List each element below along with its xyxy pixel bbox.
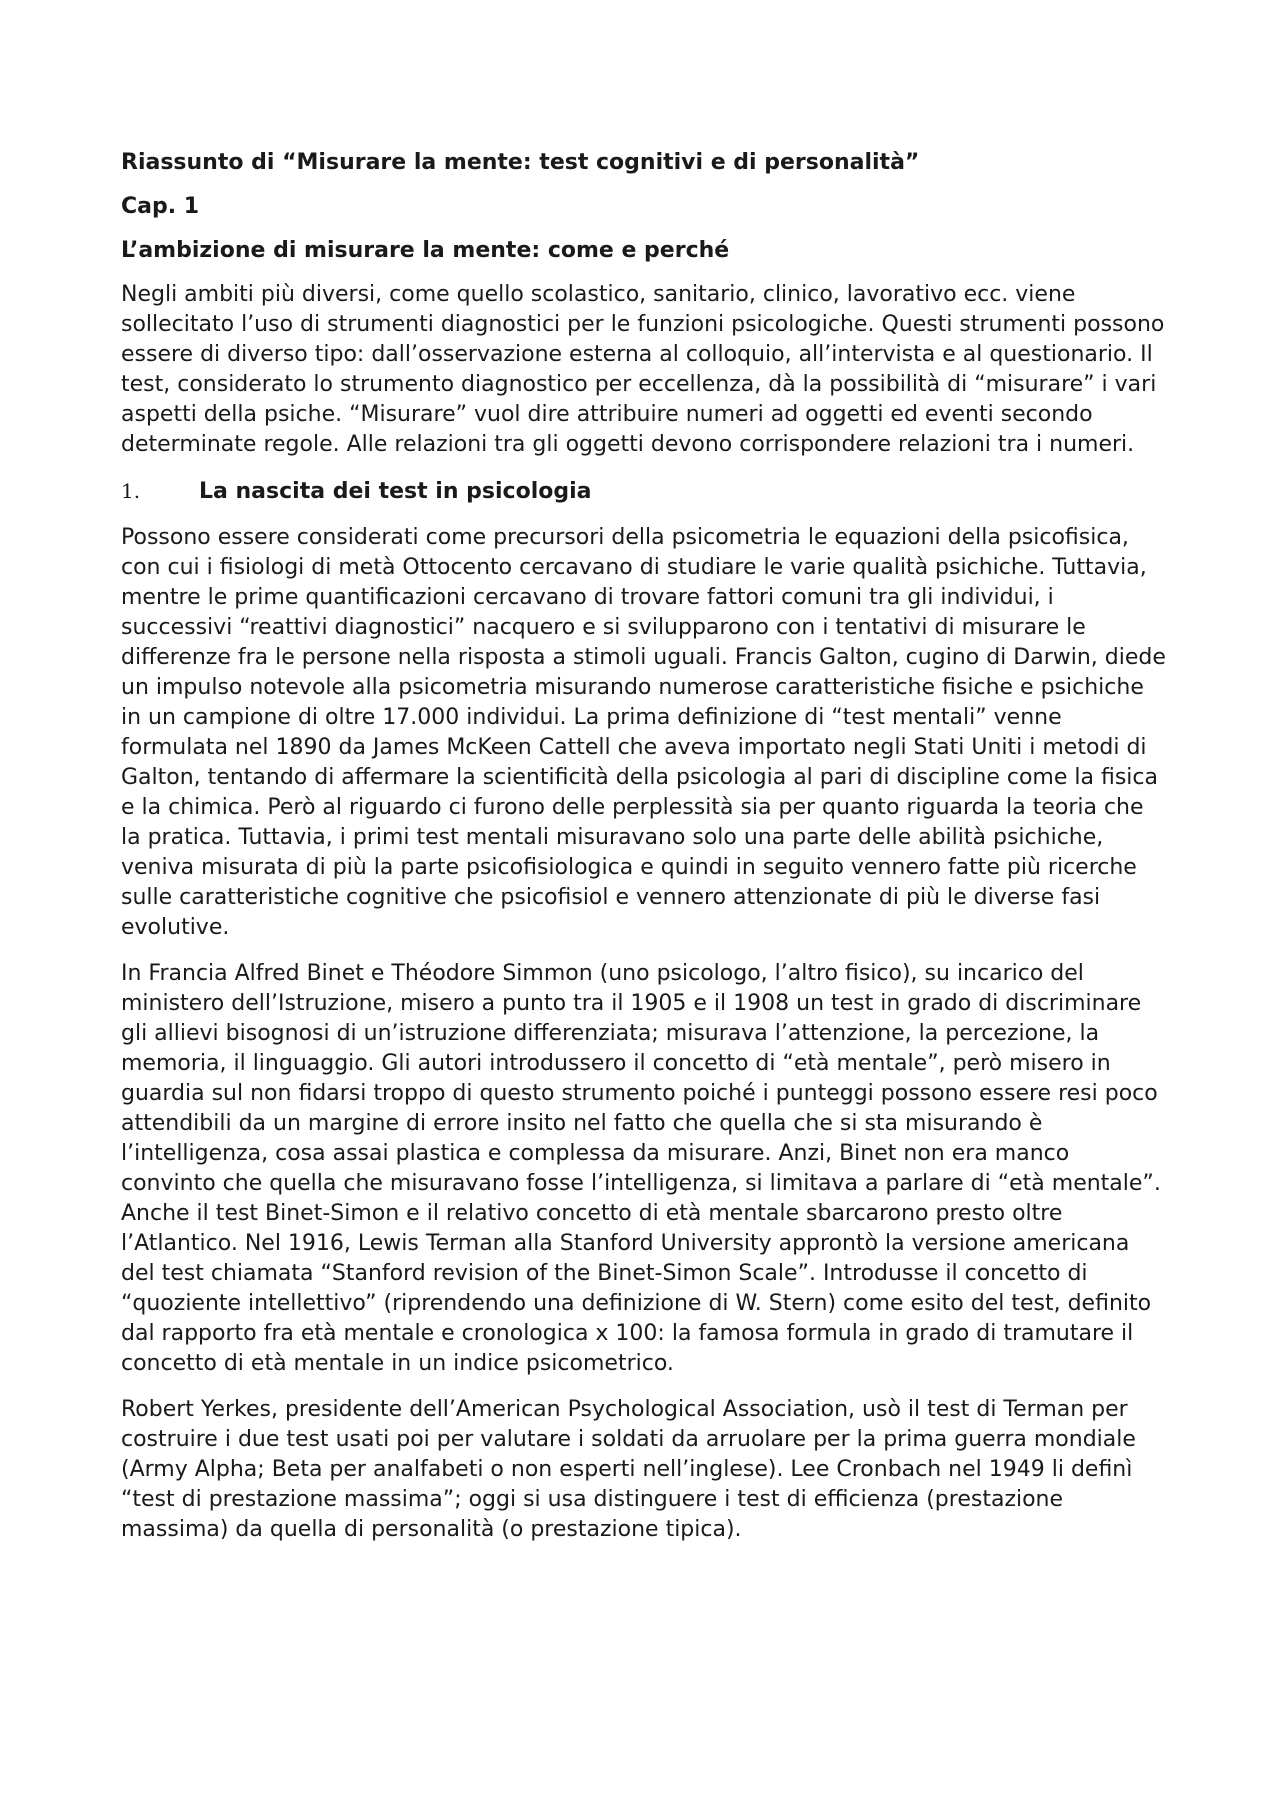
chapter-title: L’ambizione di misurare la mente: come e perché <box>121 238 730 263</box>
document-page <box>121 148 1166 1561</box>
body-paragraph: Robert Yerkes, presidente dell’American Psychological Association, usò il test di Terman per costruire i due test usati poi per valutare i soldati da arruolare per la prima guerra mondiale (Army Alpha; Beta per analfabeti o non esperti nell’inglese). Lee Cronbach nel 1949 li definì “test di prestazione massima”; oggi si usa distinguere i test di efficienza (prestazione massima) da quella di personalità (o prestazione tipica). <box>121 1397 1136 1542</box>
body-paragraph: Possono essere considerati come precursori della psicometria le equazioni della psicofisica, con cui i fisiologi di metà Ottocento cercavano di studiare le varie qualità psichiche. Tuttavia, mentre le prime quantificazioni cercavano di trovare fattori comuni tra gli individui, i successivi “reattivi diagnostici” nacquero e si svilupparono con i tentativi di misurare le differenze fra le persone nella risposta a stimoli uguali. Francis Galton, cugino di Darwin, diede un impulso notevole alla psicometria misurando numerose caratteristiche fisiche e psichiche in un campione di oltre 17.000 individui. La prima definizione di “test mentali” venne formulata nel 1890 da James McKeen Cattell che aveva importato negli Stati Uniti i metodi di Galton, tentando di affermare la scientificità della psicologia al pari di discipline come la fisica e la chimica. Però al riguardo ci furono delle perplessità sia per quanto riguarda la teoria che la pratica. Tuttavia, i primi test mentali misuravano solo una parte delle abilità psichiche, veniva misurata di più la parte psicofisiologica e quindi in seguito vennero fatte più ricerche sulle caratteristiche cognitive che psicofisiol e vennero attenzionate di più le diverse fasi evolutive. <box>121 525 1166 940</box>
chapter-number: Cap. 1 <box>121 194 200 219</box>
section-number: 1. <box>121 479 141 503</box>
section-heading <box>121 476 1166 507</box>
intro-paragraph: Negli ambiti più diversi, come quello scolastico, sanitario, clinico, lavorativo ecc. viene sollecitato l’uso di strumenti diagnostici per le funzioni psicologiche. Questi strumenti possono essere di diverso tipo: dall’osservazione esterna al colloquio, all’intervista e al questionario. Il test, considerato lo strumento diagnostico per eccellenza, dà la possibilità di “misurare” i vari aspetti della psiche. “Misurare” vuol dire attribuire numeri ad oggetti ed eventi secondo determinate regole. Alle relazioni tra gli oggetti devono corrispondere relazioni tra i numeri. <box>121 282 1165 457</box>
document-title: Riassunto di “Misurare la mente: test cognitivi e di personalità” <box>121 150 920 175</box>
section-title: La nascita dei test in psicologia <box>199 479 592 504</box>
body-paragraph: In Francia Alfred Binet e Théodore Simmon (uno psicologo, l’altro fisico), su incarico del ministero dell’Istruzione, misero a punto tra il 1905 e il 1908 un test in grado di discriminare gli allievi bisognosi di un’istruzione differenziata; misurava l’attenzione, la percezione, la memoria, il linguaggio. Gli autori introdussero il concetto di “età mentale”, però misero in guardia sul non fidarsi troppo di questo strumento poiché i punteggi possono essere resi poco attendibili da un margine di errore insito nel fatto che quella che si sta misurando è l’intelligenza, cosa assai plastica e complessa da misurare. Anzi, Binet non era manco convinto che quella che misuravano fosse l’intelligenza, si limitava a parlare di “età mentale”. Anche il test Binet-Simon e il relativo concetto di età mentale sbarcarono presto oltre l’Atlantico. Nel 1916, Lewis Terman alla Stanford University approntò la versione americana del test chiamata “Stanford revision of the Binet-Simon Scale”. Introdusse il concetto di “quoziente intellettivo” (riprendendo una definizione di W. Stern) come esito del test, definito dal rapporto fra età mentale e cronologica x 100: la famosa formula in grado di tramutare il concetto di età mentale in un indice psicometrico. <box>121 961 1161 1376</box>
